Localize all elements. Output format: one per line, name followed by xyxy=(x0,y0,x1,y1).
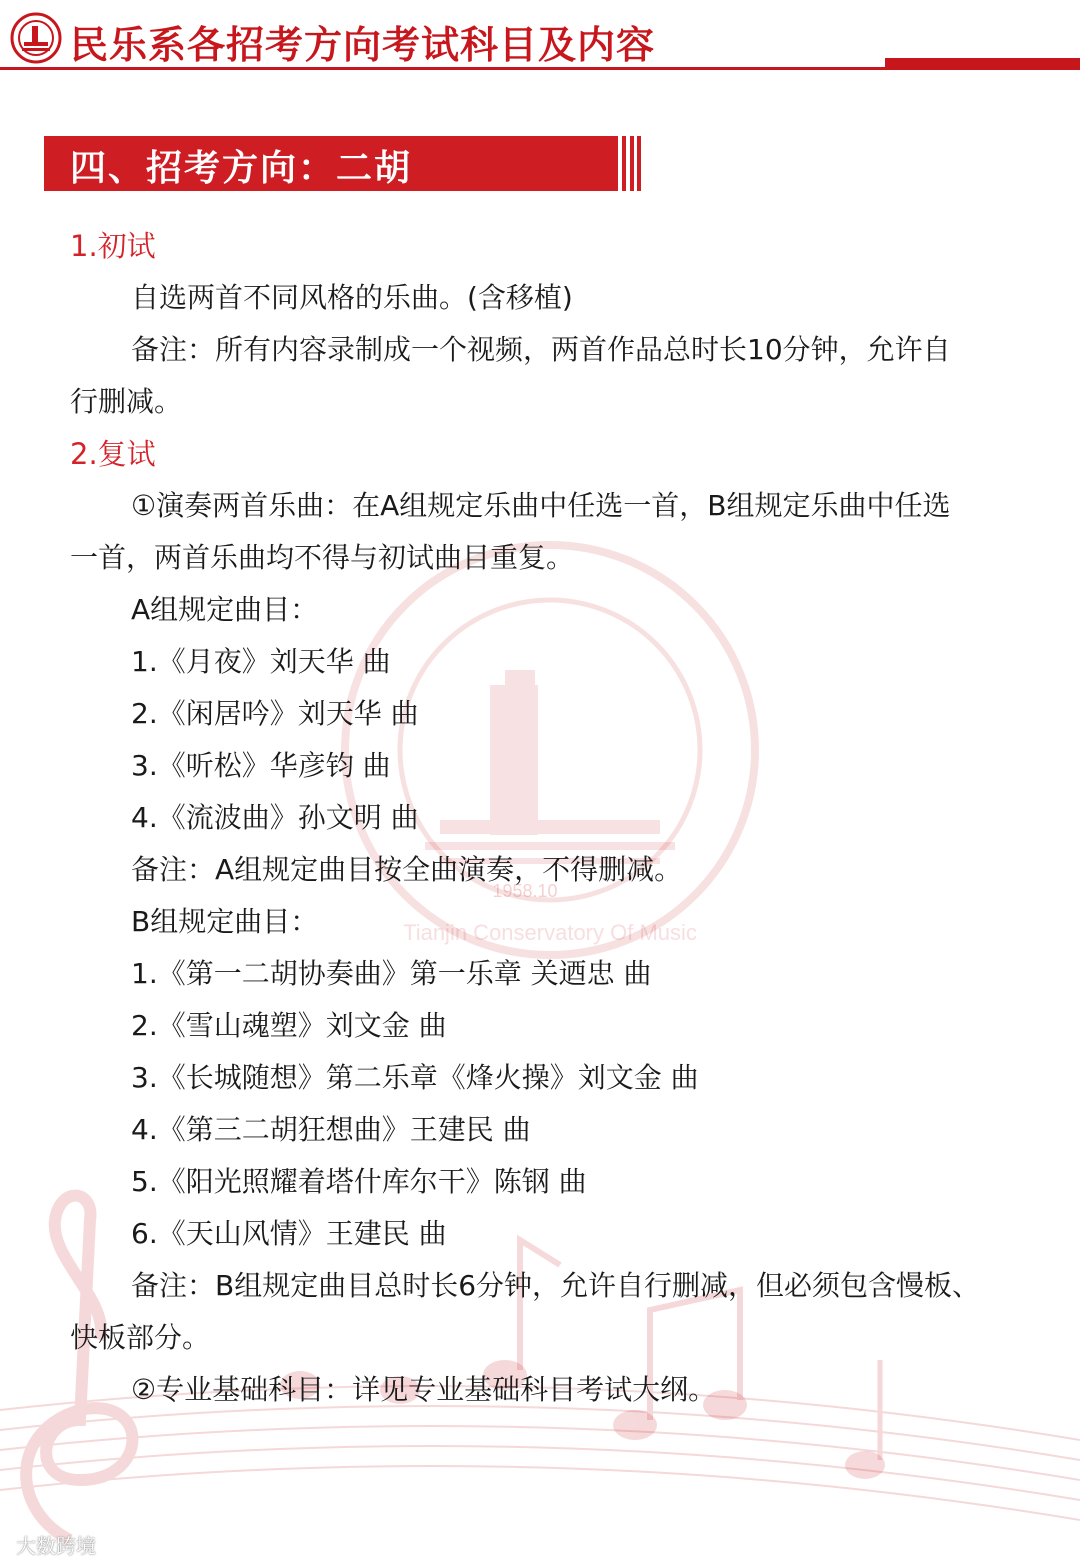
section-title: 四、招考方向：二胡 xyxy=(70,148,413,189)
title-bar-stripe xyxy=(622,136,626,191)
group-b-item: 4.《第三二胡狂想曲》王建民 曲 xyxy=(131,1113,531,1146)
retest-item2: ②专业基础科目：详见专业基础科目考试大纲。 xyxy=(131,1373,717,1406)
main-content xyxy=(70,220,1015,1416)
document-title: 民乐系各招考方向考试科目及内容 xyxy=(70,22,656,67)
retest-item1-line1: ①演奏两首乐曲：在A组规定乐曲中任选一首，B组规定乐曲中任选 xyxy=(131,489,951,522)
group-a-title: A组规定曲目： xyxy=(131,593,319,626)
group-a-item: 1.《月夜》刘天华 曲 xyxy=(131,645,391,678)
group-a-item: 3.《听松》华彦钧 曲 xyxy=(131,749,391,782)
group-b-note-line2: 快板部分。 xyxy=(70,1321,211,1354)
preliminary-note-line2: 行删减。 xyxy=(70,385,183,418)
watermark-english: Tianjin Conservatory Of Music xyxy=(403,920,697,945)
group-b-item: 2.《雪山魂塑》刘文金 曲 xyxy=(131,1009,447,1042)
brand-watermark: 大数跨境 xyxy=(16,1534,96,1558)
preliminary-heading: 1.初试 xyxy=(70,229,156,263)
section-title-bar xyxy=(44,136,618,191)
preliminary-note-line1: 备注：所有内容录制成一个视频，两首作品总时长10分钟，允许自 xyxy=(131,333,951,366)
group-b-note-line1: 备注：B组规定曲目总时长6分钟，允许自行删减，但必须包含慢板、 xyxy=(131,1269,981,1302)
school-seal-icon xyxy=(10,12,62,64)
group-a-note: 备注：A组规定曲目按全曲演奏，不得删减。 xyxy=(131,853,683,886)
retest-heading: 2.复试 xyxy=(70,437,156,471)
group-b-title: B组规定曲目： xyxy=(131,905,319,938)
preliminary-content: 自选两首不同风格的乐曲。(含移植) xyxy=(131,281,573,314)
title-bar-stripe xyxy=(637,136,641,191)
group-b-item: 6.《天山风情》王建民 曲 xyxy=(131,1217,447,1250)
group-b-item: 3.《长城随想》第二乐章《烽火操》刘文金 曲 xyxy=(131,1061,699,1094)
watermark-year: 1958.10 xyxy=(492,881,558,901)
group-a-item: 2.《闲居吟》刘天华 曲 xyxy=(131,697,419,730)
group-a-item: 4.《流波曲》孙文明 曲 xyxy=(131,801,419,834)
page-header xyxy=(0,0,1080,80)
title-bar-stripe xyxy=(630,136,634,191)
header-accent-bar xyxy=(885,58,1080,70)
retest-item1-line2: 一首，两首乐曲均不得与初试曲目重复。 xyxy=(70,541,575,574)
group-b-item: 1.《第一二胡协奏曲》第一乐章 关迺忠 曲 xyxy=(131,957,652,990)
group-b-item: 5.《阳光照耀着塔什库尔干》陈钢 曲 xyxy=(131,1165,587,1198)
